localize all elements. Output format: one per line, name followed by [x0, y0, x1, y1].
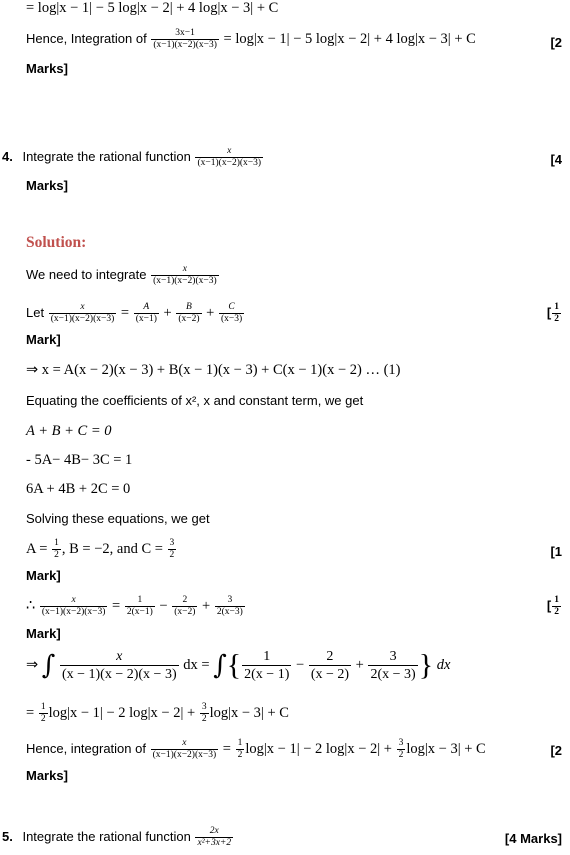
fraction: $\frac{1}{2}$	[54, 538, 59, 560]
marks-label: Marks]	[26, 178, 68, 193]
marks-label: Mark]	[26, 626, 61, 641]
therefore-decomposition: ∴ $\frac{x}{(x-1)(x-2)(x-3)}$ = $\frac{1}{2(x-1)}$ − $\frac{2}{(x-2)}$ + $\frac{3}{2(x-3)}$	[26, 595, 243, 617]
fraction: $\frac{A}{(x-1)}$	[135, 302, 157, 324]
fraction: $\frac{1}{2(x - 1)}$	[244, 649, 290, 682]
solution-values: A = $\frac{1}{2}$ , B = −2, and C = $\frac{3}{2}$	[26, 538, 175, 560]
fraction: $\frac{1}{2}$	[40, 702, 46, 724]
equation-2: - 5A− 4B− 3C = 1	[26, 452, 133, 468]
marks-label: Mark]	[26, 332, 61, 347]
fraction: $\frac{2x}{\text{x²+3x+2}}$	[197, 826, 232, 848]
fraction: $\frac{1}{2}$	[237, 738, 243, 760]
marks-label: [2	[550, 35, 562, 50]
fraction: $\frac{x}{(x-1)(x-2)(x-3)}$	[50, 302, 115, 324]
fraction: $\frac{x}{(x-1)(x-2)(x-3)}$	[41, 595, 106, 617]
hence-integration-line: Hence, Integration of $\frac{3x-1}{(x-1)(x-2)(x-3)}$ = log|x − 1| − 5 log|x − 2| + 4 log|x − 3| + C	[26, 28, 476, 50]
partial-fraction-setup: Let $\frac{x}{(x-1)(x-2)(x-3)}$ = $\frac{A}{(x-1)}$ + $\frac{B}{(x-2)}$ + $\frac{C}{(x-3)}$	[26, 302, 243, 324]
marks-label: [1	[550, 544, 562, 559]
fraction: $\frac{x}{(x-1)(x-2)(x-3)}$	[152, 738, 217, 760]
fraction: $\frac{1}{2}$	[554, 302, 559, 324]
equating-text: Equating the coefficients of x², x and constant term, we get	[26, 393, 364, 408]
fraction: $\frac{2}{(x - 2)}$	[310, 649, 350, 682]
need-to-integrate-line: We need to integrate $\frac{x}{(x-1)(x-2)(x-3)}$	[26, 264, 217, 286]
implies-equation: ⇒ x = A(x − 2)(x − 3) + B(x − 1)(x − 3) + C(x − 1)(x − 2) … (1)	[26, 362, 401, 378]
hence-integration-line: Hence, integration of $\frac{x}{(x-1)(x-2)(x-3)}$ = $\frac{1}{2}$ log|x − 1| − 2 log|x − 2| + $\frac{3}{2}$ log|x − 3| + C	[26, 738, 486, 760]
fraction: $\frac{3}{2}$	[201, 702, 207, 724]
marks-label: [ $\frac{1}{2}$	[546, 595, 559, 617]
result-line: = log|x − 1| − 5 log|x − 2| + 4 log|x − 3| + C	[26, 0, 279, 16]
fraction: $\frac{1}{2(x-1)}$	[126, 595, 153, 617]
marks-label: [2	[550, 743, 562, 758]
fraction: $\frac{3}{2}$	[398, 738, 404, 760]
question-number: 4.	[2, 148, 13, 164]
integral-sign: ∫	[213, 650, 227, 681]
fraction: $\frac{x}{(x - 1)(x - 2)(x - 3)}$	[61, 649, 177, 682]
marks-label: Marks]	[26, 768, 68, 783]
fraction: $\frac{2}{(x-2)}$	[174, 595, 196, 617]
marks-label: [ $\frac{1}{2}$	[546, 302, 559, 324]
question-4: 4. Integrate the rational function $\frac{x}{(x-1)(x-2)(x-3)}$	[2, 146, 262, 168]
marks-label: Mark]	[26, 568, 61, 583]
marks-label: [4 Marks]	[504, 831, 562, 846]
fraction: $\frac{3}{2}$	[169, 538, 175, 560]
fraction: $\frac{C}{(x-3)}$	[220, 302, 243, 324]
integral-equation: ⇒ ∫ $\frac{x}{(x - 1)(x - 2)(x - 3)}$ dx = ∫{ $\frac{1}{2(x - 1)}$ − $\frac{2}{(x - 2)}$ + $\frac{3}{2(x - 3)}$ } dx	[26, 648, 451, 682]
marks-label: [4	[550, 152, 562, 167]
question-5: 5. Integrate the rational function $\frac{2x}{\text{x²+3x+2}}$	[2, 826, 232, 848]
marks-label: Marks]	[26, 61, 68, 76]
integral-sign: ∫	[41, 650, 56, 681]
equation-1: A + B + C = 0	[26, 423, 112, 439]
fraction: $\frac{3}{2(x - 3)}$	[370, 649, 416, 682]
fraction: $\frac{x}{(x-1)(x-2)(x-3)}$	[153, 264, 217, 286]
fraction: $\frac{3}{2(x-3)}$	[216, 595, 243, 617]
equation-3: 6A + 4B + 2C = 0	[26, 481, 131, 497]
fraction: $\frac{B}{(x-2)}$	[178, 302, 200, 324]
solving-text: Solving these equations, we get	[26, 511, 210, 526]
fraction: $\frac{3x-1}{(x-1)(x-2)(x-3)}$	[153, 28, 217, 50]
fraction: $\frac{1}{2}$	[554, 595, 559, 617]
integration-result: = $\frac{1}{2}$ log|x − 1| − 2 log|x − 2| + $\frac{3}{2}$ log|x − 3| + C	[26, 702, 289, 724]
solution-heading: Solution:	[26, 234, 87, 251]
question-number: 5.	[2, 828, 13, 844]
fraction: $\frac{x}{(x-1)(x-2)(x-3)}$	[197, 146, 262, 168]
